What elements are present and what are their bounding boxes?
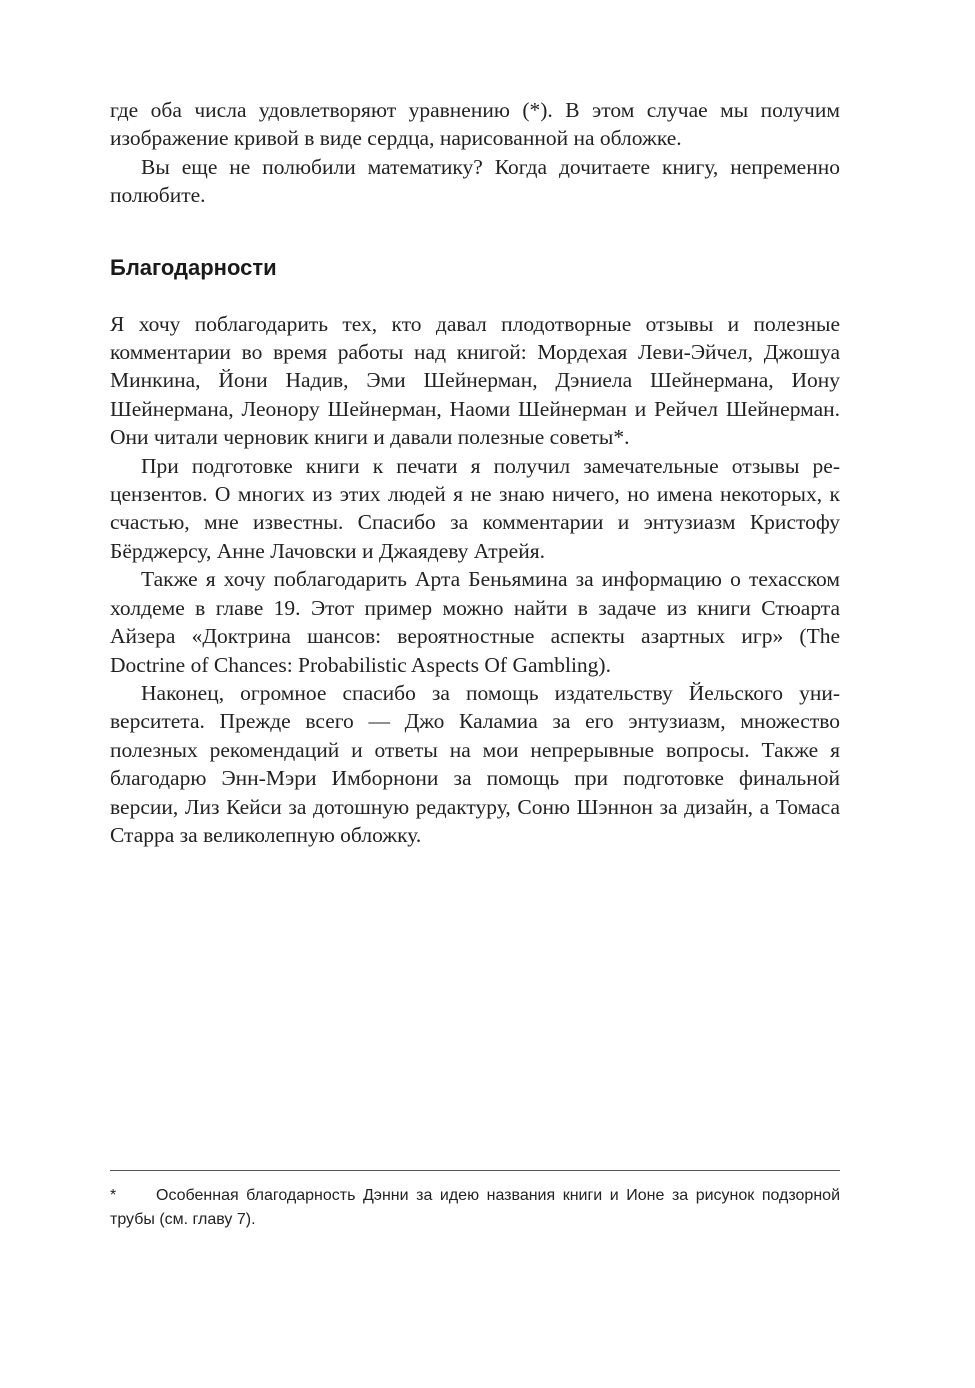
intro-paragraph-2: Вы еще не полюбили математику? Когда дочитаете книгу, непременно полюбите. (110, 154, 840, 208)
section-heading: Благодарности (110, 254, 277, 280)
footnote-area (110, 1170, 840, 1232)
acknowledgements-paragraph-2: При подготовке книги к печати я получил замечательные отзывы рецензентов. О многих из этих людей я не знаю ничего, но имена некоторых, к счастью, мне известны. Спасибо за комментарии и энтузиазм Кристофу Бёрджерсу, Анне Лачовски и Джаядеву Атрейя. (110, 453, 840, 563)
footnote-mark: * (110, 1187, 117, 1204)
page-body (110, 96, 840, 849)
intro-paragraph-1: где оба числа удовлетворяют уравнению (*). В этом случае мы получим изображение кривой в виде сердца, нарисованной на обложке. (110, 98, 840, 151)
acknowledgements-paragraph-1: Я хочу поблагодарить тех, кто давал плодотворные отзывы и полезные комментарии во время работы над книгой: Мордехая Леви-Эйчел, Джошуа Минкина, Йони Надив, Эми Шейнерман, Дэниела Шейнермана, Иону Шейнермана, Леонору Шейнерман, Наоми Шейнерман и Рейчел Шейнерман. Они читали черновик книги и давали полезные советы*. (110, 311, 840, 450)
footnote-divider (110, 1170, 840, 1171)
footnote (110, 1184, 840, 1232)
acknowledgements-paragraph-4: Наконец, огромное спасибо за помощь издательству Йельского университета. Прежде всего — Джо Каламиа за его энтузиазм, множество полезных рекомендаций и ответы на мои непрерывные вопросы. Также я благодарю Энн-Мэри Имборнони за помощь при подготовке финальной версии, Лиз Кейси за дотошную редактуру, Соню Шэннон за дизайн, а Томаса Старра за великолепную обложку. (110, 680, 840, 847)
acknowledgements-paragraph-3: Также я хочу поблагодарить Арта Беньямина за информацию о техасском холдеме в главе 19. Этот пример можно найти в задаче из книги Стюарта Айзера «Доктрина шансов: вероятностные аспекты азартных игр» (The Doctrine of Chances: Probabilistic Aspects Of Gambling). (110, 567, 840, 677)
footnote-text: Особенная благодарность Дэнни за идею названия книги и Ионе за рисунок подзорной трубы (см. главу 7). (110, 1187, 840, 1228)
